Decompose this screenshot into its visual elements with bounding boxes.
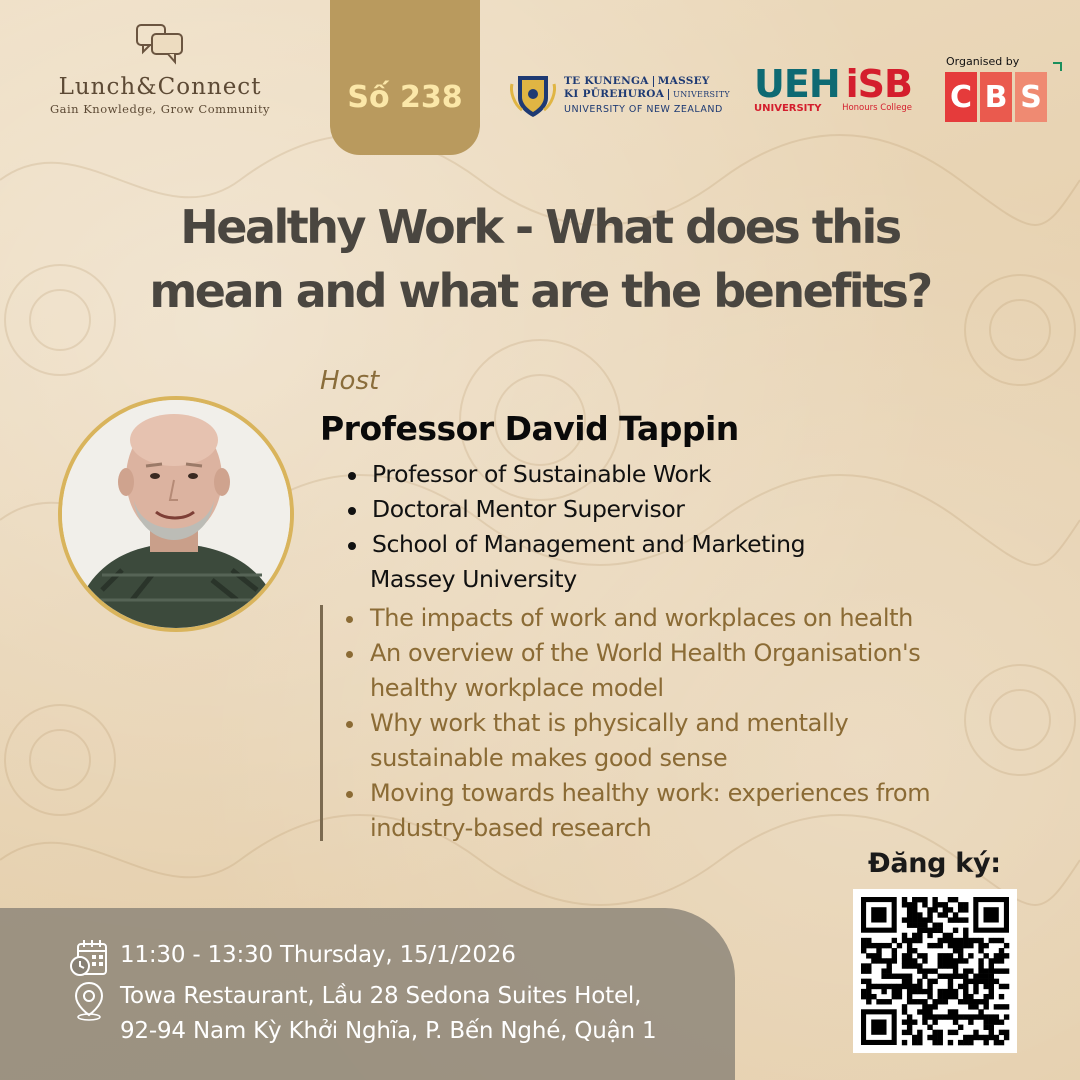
event-time-row: [68, 938, 516, 980]
topic-item: The impacts of work and workplaces on health: [344, 601, 1024, 636]
cbs-letter-s: S: [1015, 72, 1047, 122]
title-line-2: mean and what are the benefits?: [149, 264, 931, 318]
brand-logo: [24, 22, 296, 116]
brand-tagline: Gain Knowledge, Grow Community: [49, 102, 271, 116]
ueh-wordmark: UEH: [754, 62, 840, 106]
ueh-sub: UNIVERSITY: [754, 103, 822, 114]
cbs-letter-b: B: [980, 72, 1012, 122]
massey-line2-left: KI PŪREHUROA: [564, 88, 665, 100]
event-location-row: [68, 979, 656, 1049]
registration-qr-code[interactable]: [853, 889, 1017, 1053]
cbs-logo: [945, 72, 1047, 122]
brand-title: Lunch&Connect: [58, 74, 262, 100]
massey-line2-right: UNIVERSITY: [673, 90, 730, 99]
ueh-isb-logo: [754, 62, 912, 114]
host-name: Professor David Tappin: [320, 409, 739, 448]
event-time: 11:30 - 13:30 Thursday, 15/1/2026: [120, 942, 516, 968]
isb-wordmark: iSB: [845, 62, 912, 106]
host-label: Host: [320, 366, 380, 396]
registration-label: Đăng ký:: [868, 848, 1001, 879]
host-role-item: Professor of Sustainable Work: [346, 457, 805, 492]
topic-item: An overview of the World Health Organisation's healthy workplace model: [344, 636, 964, 706]
host-roles-list: [346, 457, 805, 562]
issue-label: Số 238: [347, 80, 463, 115]
location-pin-icon: [68, 979, 110, 1021]
massey-crest-icon: [510, 70, 556, 120]
qr-code-graphic: [853, 889, 1017, 1053]
massey-subtitle: UNIVERSITY OF NEW ZEALAND: [564, 104, 723, 115]
event-location-line-1: Towa Restaurant, Lầu 28 Sedona Suites Hotel,: [120, 983, 642, 1009]
host-photo-illustration: [62, 400, 290, 628]
topic-item: Why work that is physically and mentally sustainable makes good sense: [344, 706, 904, 776]
organised-by-label: Organised by: [946, 55, 1020, 68]
topic-item: Moving towards healthy work: experiences from industry-based research: [344, 776, 1004, 846]
topics-divider: [320, 605, 323, 841]
speech-bubbles-icon: [135, 22, 185, 66]
massey-logo: [510, 70, 730, 120]
host-affiliation: Massey University: [370, 565, 577, 593]
title-line-1: Healthy Work - What does this: [180, 200, 900, 254]
isb-sub: Honours College: [842, 103, 912, 113]
host-role-item: Doctoral Mentor Supervisor: [346, 492, 805, 527]
issue-number-tab: [330, 0, 480, 155]
page-title: [0, 195, 1080, 323]
massey-line1-left: TE KUNENGA: [564, 75, 649, 87]
topics-list: [344, 601, 1024, 846]
event-location-line-2: 92-94 Nam Kỳ Khởi Nghĩa, P. Bến Nghé, Quận 1: [120, 1018, 657, 1044]
host-portrait: [58, 396, 294, 632]
calendar-icon: [68, 938, 110, 980]
cbs-letter-c: C: [945, 72, 977, 122]
host-role-item: School of Management and Marketing: [346, 527, 805, 562]
massey-line1-right: MASSEY: [657, 75, 710, 87]
cbs-corner-mark-icon: [1052, 62, 1062, 72]
